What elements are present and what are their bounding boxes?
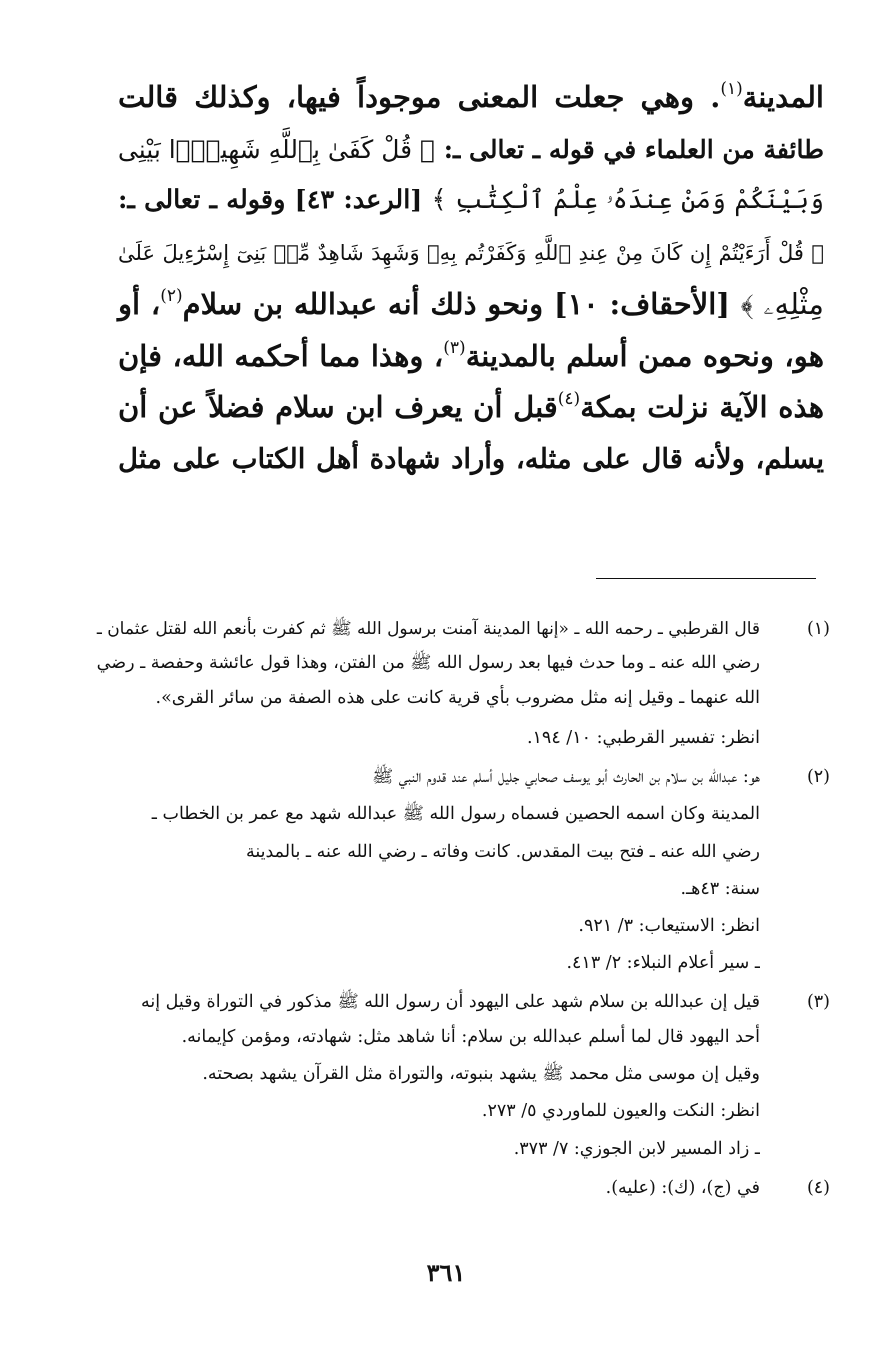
- footnote-text: ـ سير أعلام النبلاء: ٢/ ٤١٣.: [566, 953, 760, 973]
- quran-verse: ﴿ قُلْ كَفَىٰ بِٱللَّهِ شَهِيدًۢا بَيْنِى: [117, 134, 436, 164]
- footnote-ref-3: (٣): [443, 337, 466, 358]
- footnote-2-line-3: [88, 837, 830, 867]
- footnote-number: (٣): [806, 992, 830, 1012]
- text-segment: هو، ونحوه ممن أسلم بالمدينة: [465, 338, 825, 373]
- text-segment: ، أو: [118, 287, 161, 321]
- footnote-text: في (ج)، (ك): (عليه).: [605, 1178, 760, 1198]
- footnote-1-line-4: [88, 723, 830, 753]
- footnote-2-line-1: [88, 762, 830, 792]
- text-segment: [الأحقاف: ١٠] ونحو ذلك أنه عبدالله بن سلام: [182, 287, 731, 321]
- footnote-3-line-5: [88, 1134, 830, 1164]
- footnote-text: انظر: تفسير القرطبي: ١٠/ ١٩٤.: [526, 728, 760, 748]
- text-segment: قبل أن يعرف ابن سلام فضلاً عن أن: [118, 390, 558, 424]
- footnote-ref-4: (٤): [557, 389, 581, 409]
- footnote-text: هو: عبدالله بن سلام بن الحارث أبو يوسف صحابي جليل أسلم عند قدوم النبي ﷺ: [372, 767, 760, 787]
- footnote-text: انظر: النكت والعيون للماوردي ٥/ ٢٧٣.: [481, 1101, 760, 1121]
- footnote-text: رضي الله عنه ـ وما حدث فيها بعد رسول الله ﷺ من الفتن، وهذا قول عائشة وحفصة ـ رضي: [96, 653, 760, 673]
- footnote-text: المدينة وكان اسمه الحصين فسماه رسول الله ﷺ عبدالله شهد مع عمر بن الخطاب ـ: [151, 804, 760, 824]
- text-line-5: [118, 279, 824, 331]
- quran-verse: ﴿ قُلْ أَرَءَيْتُمْ إِن كَانَ مِنْ عِندِ ٱللَّهِ وَكَفَرْتُم بِهِۦ وَشَهِدَ شَاهِدٌ مِّنۢ بَنِىٓ إِسْرَٰٓءِيلَ عَلَىٰ: [118, 240, 824, 265]
- footnote-text: وقيل إن موسى مثل محمد ﷺ يشهد بنبوته، والتوراة مثل القرآن يشهد بصحته.: [202, 1064, 760, 1084]
- text-line-6: [118, 331, 824, 383]
- footnote-ref-1: (١): [720, 79, 743, 99]
- footnote-2-line-6: [88, 948, 830, 978]
- text-segment: . وهي جعلت المعنى موجوداً فيها، وكذلك قالت: [118, 80, 721, 114]
- main-text: [118, 72, 824, 485]
- footnote-separator: [596, 578, 816, 579]
- footnote-text: انظر: الاستيعاب: ٣/ ٩٢١.: [578, 916, 760, 936]
- footnote-2-line-4: [88, 874, 830, 904]
- text-line-7: [118, 382, 824, 434]
- footnote-text: ـ زاد المسير لابن الجوزي: ٧/ ٣٧٣.: [513, 1139, 760, 1159]
- quran-verse: وَبَيْنَكُمْ وَمَنْ عِندَهُۥ عِلْمُ ٱلْكِتَٰبِ ﴾: [431, 185, 824, 215]
- text-segment: [الرعد: ٤٣] وقوله ـ تعالى ـ:: [118, 185, 423, 215]
- text-segment: المدينة: [742, 80, 824, 114]
- page-number: ٣٦١: [426, 1258, 466, 1287]
- footnote-number: (٢): [806, 767, 830, 787]
- text-line-4: [118, 227, 824, 280]
- footnote-number: (٤): [806, 1178, 830, 1198]
- footnote-text: أحد اليهود قال لما أسلم عبدالله بن سلام: أنا شاهد مثل: شهادته، ومؤمن كإيمانه.: [181, 1027, 760, 1047]
- footnote-1-line-2: [88, 648, 830, 678]
- text-segment: طائفة من العلماء في قوله ـ تعالى ـ:: [443, 134, 824, 164]
- footnote-text: قال القرطبي ـ رحمه الله ـ «إنها المدينة آمنت برسول الله ﷺ ثم كفرت بأنعم الله لقتل عثمان ـ: [96, 619, 760, 639]
- footnote-4-line-1: [88, 1173, 830, 1203]
- footnote-1-line-1: [88, 614, 830, 644]
- text-line-3: [118, 175, 824, 227]
- footnote-3-line-2: [88, 1022, 830, 1052]
- text-line-1: [118, 72, 824, 124]
- text-line-2: [118, 124, 824, 176]
- footnote-2-line-2: [88, 799, 830, 829]
- footnote-text: قيل إن عبدالله بن سلام شهد على اليهود أن رسول الله ﷺ مذكور في التوراة وقيل إنه: [140, 992, 760, 1012]
- footnote-2-line-5: [88, 911, 830, 941]
- footnote-3-line-1: [88, 987, 830, 1017]
- text-segment: ، وهذا مما أحكمه الله، فإن: [118, 338, 444, 373]
- footnote-text: رضي الله عنه ـ فتح بيت المقدس. كانت وفاته ـ رضي الله عنه ـ بالمدينة: [245, 842, 760, 862]
- footnote-3-line-4: [88, 1096, 830, 1126]
- text-segment: يسلم، ولأنه قال على مثله، وأراد شهادة أهل الكتاب على مثل: [118, 442, 824, 475]
- footnote-number: (١): [806, 619, 830, 639]
- quran-verse: مِثْلِهِۦ ﴾: [740, 287, 824, 321]
- text-line-8: [118, 434, 824, 486]
- footnote-1-line-3: [88, 683, 830, 713]
- footnote-ref-2: (٢): [160, 286, 183, 306]
- footnote-text: سنة: ٤٣هـ.: [680, 879, 760, 899]
- footnote-3-line-3: [88, 1059, 830, 1089]
- footnote-text: الله عنهما ـ وقيل إنه مثل مضروب بأي قرية كانت على هذه الصفة من سائر القرى».: [155, 688, 760, 708]
- text-segment: هذه الآية نزلت بمكة: [580, 390, 824, 424]
